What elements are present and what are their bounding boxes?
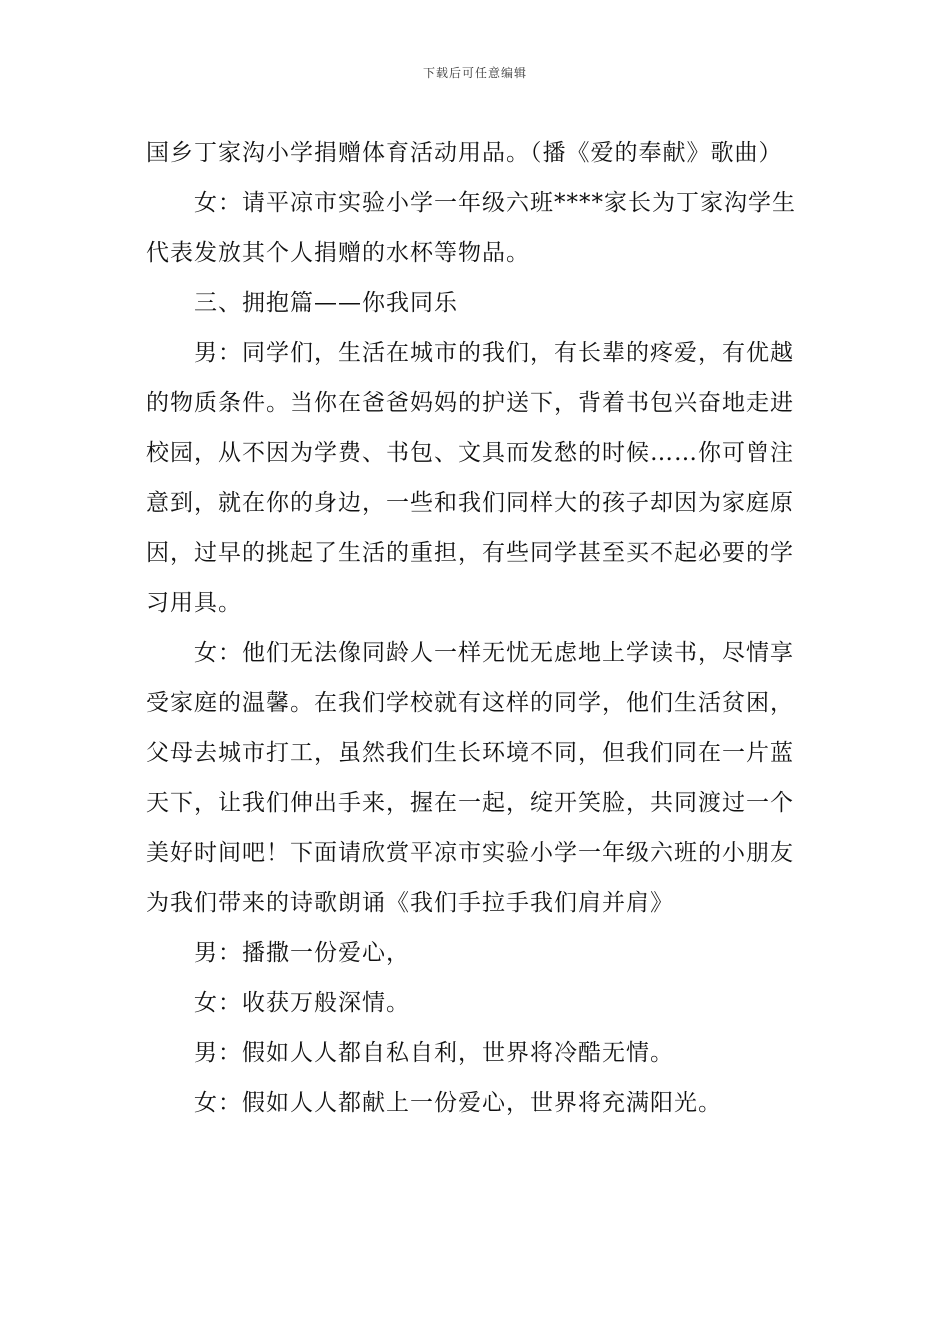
line-male-host-2: 男：播撒一份爱心， xyxy=(194,940,410,966)
paragraph-female-host-1: 女：请平凉市实验小学一年级六班****家长为丁家沟学生代表发放其个人捐赠的水杯等物品。 xyxy=(146,190,796,266)
line-female-host-4: 女：假如人人都献上一份爱心，世界将充满阳光。 xyxy=(194,1090,722,1116)
line-male-host-3: 男：假如人人都自私自利，世界将冷酷无情。 xyxy=(194,1040,674,1066)
line-female-host-3: 女：收获万般深情。 xyxy=(194,990,410,1016)
paragraph-continuation: 国乡丁家沟小学捐赠体育活动用品。（播《爱的奉献》歌曲） xyxy=(146,140,783,166)
paragraph-female-host-2: 女：他们无法像同龄人一样无忧无虑地上学读书，尽情享受家庭的温馨。在我们学校就有这样的同学，他们生活贫困，父母去城市打工，虽然我们生长环境不同，但我们同在一片蓝天下，让我们伸出手来，握在一起，绽开笑脸，共同渡过一个美好时间吧！下面请欣赏平凉市实验小学一年级六班的小朋友为我们带来的诗歌朗诵《我们手拉手我们肩并肩》 xyxy=(146,640,794,916)
page-header: 下载后可任意编辑 xyxy=(422,66,527,80)
section-heading: 三、拥抱篇——你我同乐 xyxy=(194,290,458,316)
paragraph-male-host-1: 男：同学们，生活在城市的我们，有长辈的疼爱，有优越的物质条件。当你在爸爸妈妈的护送下，背着书包兴奋地走进校园，从不因为学费、书包、文具而发愁的时候……你可曾注意到，就在你的身边，一些和我们同样大的孩子却因为家庭原因，过早的挑起了生活的重担，有些同学甚至买不起必要的学习用具。 xyxy=(146,340,794,616)
document-body xyxy=(146,128,811,1128)
